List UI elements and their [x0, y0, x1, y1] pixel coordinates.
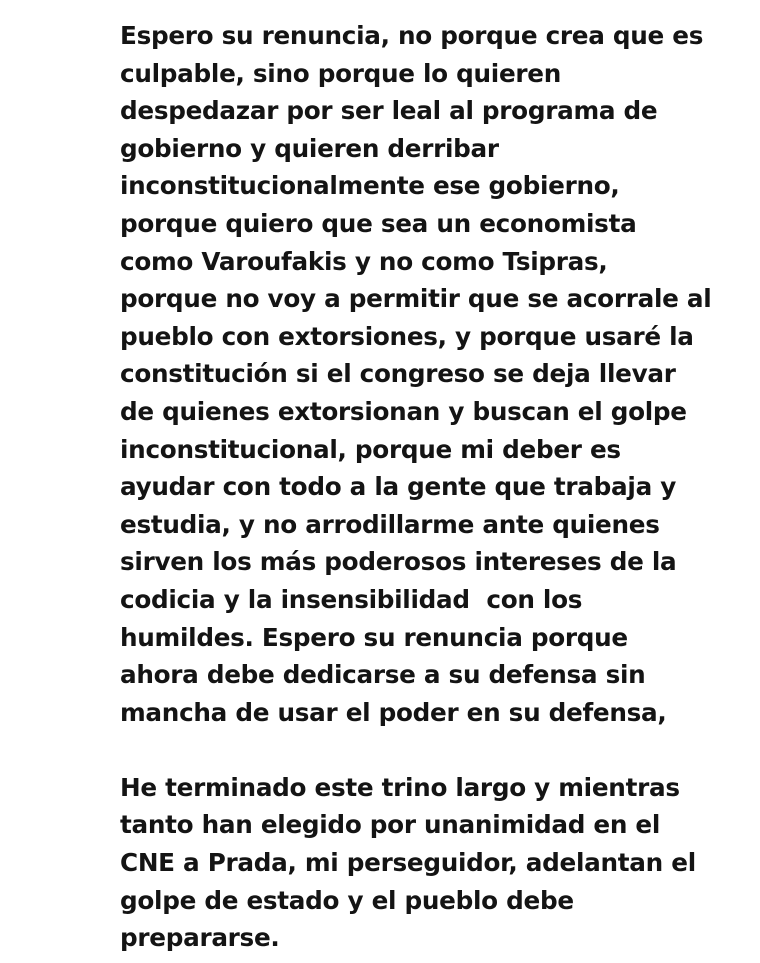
text-line: pueblo con extorsiones, y porque usaré la	[120, 321, 694, 351]
text-line: CNE a Prada, mi perseguidor, adelantan el	[120, 848, 696, 878]
text-line: ayudar con todo a la gente que trabaja y	[120, 472, 677, 502]
text-line: gobierno y quieren derribar	[120, 133, 499, 163]
text-line: golpe de estado y el pueblo debe	[120, 885, 574, 915]
text-line: He terminado este trino largo y mientras	[120, 772, 680, 802]
text-line: de quienes extorsionan y buscan el golpe	[120, 396, 687, 426]
text-line: inconstitucional, porque mi deber es	[120, 434, 621, 464]
text-line: porque quiero que sea un economista	[120, 208, 637, 238]
text-line: constitución si el congreso se deja llevar	[120, 359, 676, 389]
text-line: mancha de usar el poder en su defensa,	[120, 697, 667, 727]
text-line: estudia, y no arrodillarme ante quienes	[120, 509, 660, 539]
text-line: prepararse.	[120, 923, 280, 953]
text-line: despedazar por ser leal al programa de	[120, 96, 658, 126]
text-line: tanto han elegido por unanimidad en el	[120, 810, 661, 840]
text-line: porque no voy a permitir que se acorrale al	[120, 284, 712, 314]
paragraph-gap	[120, 731, 760, 769]
paragraph-2	[120, 769, 760, 957]
text-line: como Varoufakis y no como Tsipras,	[120, 246, 608, 276]
paragraph-1	[120, 17, 760, 731]
text-line: humildes. Espero su renuncia porque	[120, 622, 628, 652]
text-line: Espero su renuncia, no porque crea que es	[120, 21, 704, 50]
text-line: codicia y la insensibilidad con los	[120, 584, 583, 614]
post-text	[120, 17, 760, 957]
text-line: ahora debe dedicarse a su defensa sin	[120, 660, 646, 690]
text-line: culpable, sino porque lo quieren	[120, 58, 562, 88]
text-line: sirven los más poderosos intereses de la	[120, 547, 677, 577]
text-line: inconstitucionalmente ese gobierno,	[120, 171, 620, 201]
